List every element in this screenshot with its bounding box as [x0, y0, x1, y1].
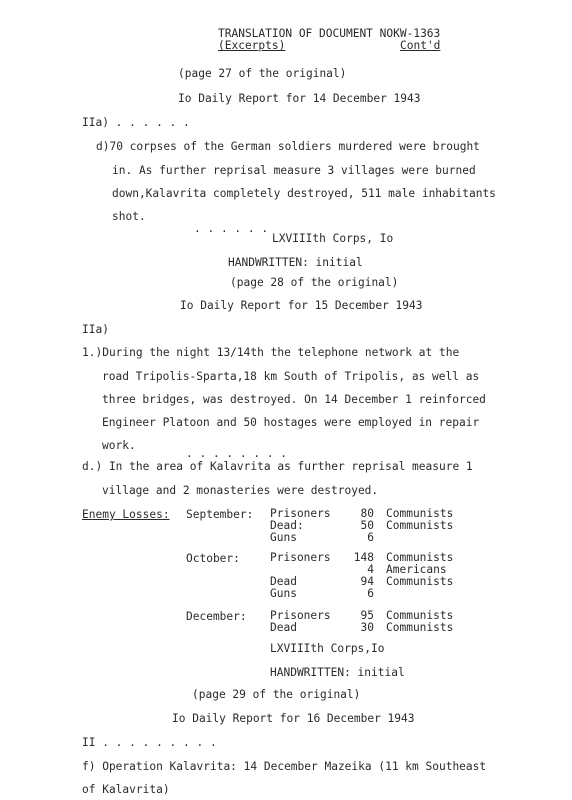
table-cell-unit: Communists	[386, 609, 454, 622]
table-cell-unit: Communists	[386, 621, 454, 634]
table-cell-count: 50	[360, 519, 374, 532]
report-title-14-dec: Io Daily Report for 14 December 1943	[178, 92, 421, 105]
table-cell-unit: Communists	[386, 551, 454, 564]
table-cell-unit: Communists	[386, 519, 454, 532]
page-ref-28: (page 28 of the original)	[230, 276, 399, 289]
table-row: Prisoners	[270, 551, 331, 564]
item-1-line-5: work.	[102, 439, 136, 452]
item-f-line-1: f) Operation Kalavrita: 14 December Mazeika (11 km Southeast	[82, 760, 487, 773]
table-cell-unit: Communists	[386, 575, 454, 588]
table-cell-count: 30	[360, 621, 374, 634]
signature-27: LXVIIIth Corps, Io	[272, 232, 394, 245]
table-cell-count: 148	[353, 551, 374, 564]
table-row: Dead	[270, 575, 297, 588]
table-cell-count: 6	[367, 587, 374, 600]
item-d28-line-2: village and 2 monasteries were destroyed.	[102, 484, 379, 497]
separator-dots-27: . . . . . .	[194, 222, 269, 235]
section-iia-27: IIa) . . . . . .	[82, 116, 190, 129]
separator-dots-28: . . . . . . . .	[186, 447, 288, 460]
section-iia-28: IIa)	[82, 323, 109, 336]
item-d-line-1: d)70 corpses of the German soldiers murdered were brought	[96, 140, 480, 153]
item-1-line-2: road Tripolis-Sparta,18 km South of Tripolis, as well as	[102, 370, 480, 383]
page-ref-29: (page 29 of the original)	[192, 688, 361, 701]
table-cell-count: 4	[367, 563, 374, 576]
table-cell-count: 95	[360, 609, 374, 622]
table-cell-unit: Americans	[386, 563, 447, 576]
item-d-line-2: in. As further reprisal measure 3 villages were burned	[112, 164, 476, 177]
table-cell-count: 80	[360, 507, 374, 520]
report-title-16-dec: Io Daily Report for 16 December 1943	[172, 712, 415, 725]
table-row: Guns	[270, 531, 297, 544]
item-1-line-4: Engineer Platoon and 50 hostages were employed in repair	[102, 416, 480, 429]
report-title-15-dec: Io Daily Report for 15 December 1943	[180, 299, 423, 312]
item-f-line-2: of Kalavrita)	[82, 783, 170, 796]
table-cell-count: 6	[367, 531, 374, 544]
month-december: December:	[186, 610, 247, 623]
handwritten-note-losses: HANDWRITTEN: initial	[270, 666, 405, 679]
item-1-line-3: three bridges, was destroyed. On 14 December 1 reinforced	[102, 393, 486, 406]
item-d-line-4: shot.	[112, 210, 146, 223]
item-1-line-1: 1.)During the night 13/14th the telephone network at the	[82, 346, 460, 359]
item-d-line-3: down,Kalavrita completely destroyed, 511 male inhabitants	[112, 187, 496, 200]
document-subtitle: (Excerpts)	[218, 39, 286, 52]
table-row: Prisoners	[270, 507, 331, 520]
table-row: Dead:	[270, 519, 304, 532]
handwritten-note-27: HANDWRITTEN: initial	[228, 256, 363, 269]
table-row: Dead	[270, 621, 297, 634]
signature-losses: LXVIIIth Corps,Io	[270, 642, 385, 655]
enemy-losses-label: Enemy Losses:	[82, 508, 170, 521]
document-title: TRANSLATION OF DOCUMENT NOKW-1363	[218, 27, 441, 40]
table-cell-unit: Communists	[386, 507, 454, 520]
page-ref-27: (page 27 of the original)	[178, 67, 347, 80]
item-d28-line-1: d.) In the area of Kalavrita as further reprisal measure 1	[82, 460, 473, 473]
month-september: September:	[186, 508, 254, 521]
section-ii-29: II . . . . . . . . .	[82, 736, 217, 749]
table-row: Guns	[270, 587, 297, 600]
continued-label: Cont'd	[400, 39, 441, 52]
table-cell-count: 94	[360, 575, 374, 588]
month-october: October:	[186, 552, 240, 565]
table-row: Prisoners	[270, 609, 331, 622]
